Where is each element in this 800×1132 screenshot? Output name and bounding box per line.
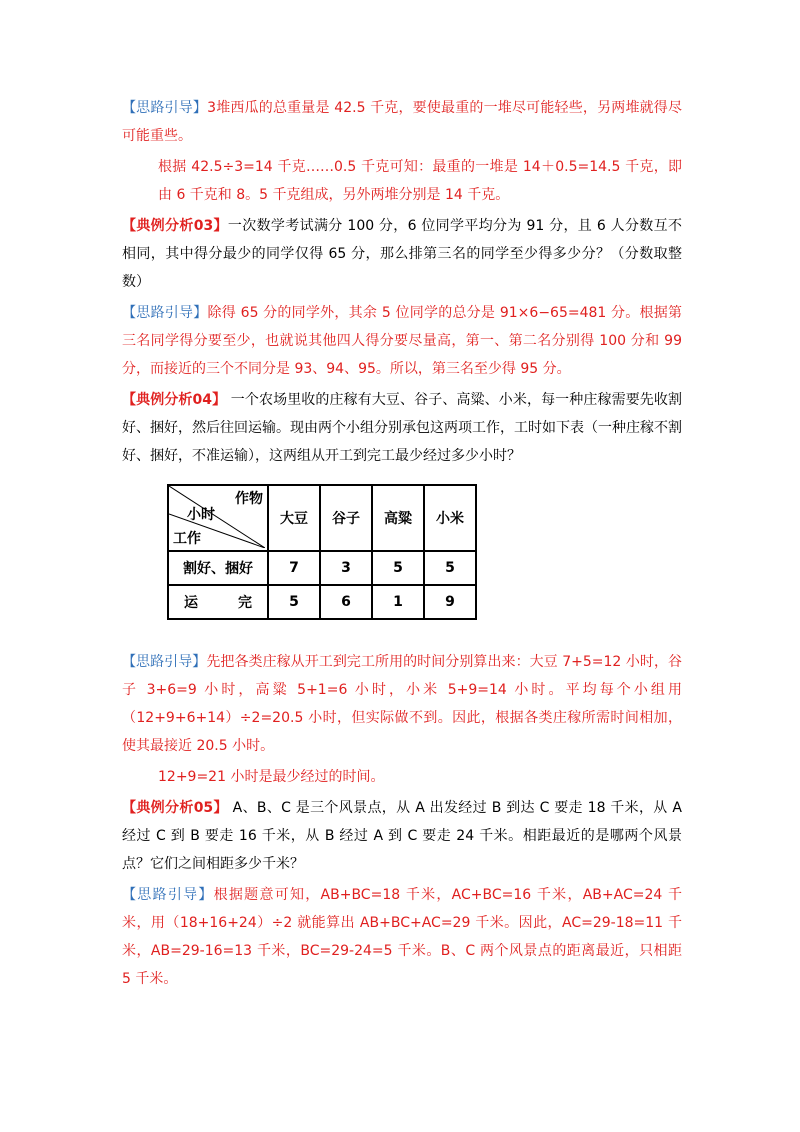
example-tag: 【典例分析03】	[122, 218, 228, 234]
table-cell: 5	[372, 551, 424, 585]
table-row	[168, 585, 476, 619]
work-hours-table	[167, 484, 477, 620]
paragraph-hint-1	[122, 94, 682, 150]
column-header: 大豆	[268, 485, 320, 551]
paragraph-example-04	[122, 386, 682, 470]
paragraph-example-03	[122, 212, 682, 296]
hint-text: 除得 65 分的同学外，其余 5 位同学的总分是 91×6−65=481 分。根据第三名同学得分要至少，也就说其他四人得分要尽量高，第一、第二名分别得 100 分和 99 分，而接近的三个不同分是 93、94、95。所以，第三名至少得 95 分。	[122, 305, 683, 377]
example-text: 一个农场里收的庄稼有大豆、谷子、高粱、小米，每一种庄稼需要先收割好、捆好，然后往回运输。现由两个小组分别承包这两项工作，工时如下表（一种庄稼不割好、捆好，不准运输），这两组从开工到完工最少经过多少小时？	[122, 392, 683, 464]
hint-text: 3堆西瓜的总重量是 42.5 千克，要使最重的一堆尽可能轻些，另两堆就得尽可能重些。	[122, 100, 682, 144]
table-cell: 7	[268, 551, 320, 585]
example-tag: 【典例分析04】	[122, 392, 227, 408]
column-header: 谷子	[320, 485, 372, 551]
work-hours-table-wrap	[167, 484, 682, 620]
table-cell: 9	[424, 585, 476, 619]
hint-text: 根据题意可知，AB+BC=18 千米，AC+BC=16 千米，AB+AC=24 千米，用（18+16+24）÷2 就能算出 AB+BC+AC=29 千米。因此，AC=29-18=11 千米，AB=29-16=13 千米，BC=29-24=5 千米。B、C 两个风景点的距离最近，只相距 5 千米。	[122, 887, 683, 987]
header-work-label: 工作	[173, 531, 201, 547]
table-row	[168, 551, 476, 585]
hint-tag: 【思路引导】	[122, 654, 207, 670]
row-label: 割好、捆好	[168, 551, 268, 585]
hint-tag: 【思路引导】	[122, 887, 214, 903]
table-cell: 1	[372, 585, 424, 619]
hint-text: 先把各类庄稼从开工到完工所用的时间分别算出来：大豆 7+5=12 小时，谷子 3+6=9 小时，高粱 5+1=6 小时，小米 5+9=14 小时。平均每个小组用（12+9+6+14）÷2=20.5 小时，但实际做不到。因此，根据各类庄稼所需时间相加，使其最接近 20.5 小时。	[122, 654, 682, 754]
table-header-row	[168, 485, 476, 551]
hint-detail-text: 12+9=21 小时是最少经过的时间。	[158, 769, 385, 785]
table-cell: 5	[268, 585, 320, 619]
table-cell: 6	[320, 585, 372, 619]
hint-tag: 【思路引导】	[122, 305, 208, 321]
paragraph-hint-4	[122, 881, 682, 993]
example-text: A、B、C 是三个风景点，从 A 出发经过 B 到达 C 要走 18 千米，从 A 经过 C 到 B 要走 16 千米，从 B 经过 A 到 C 要走 24 千米。相距最近的是哪两个风景点？它们之间相距多少千米？	[122, 800, 682, 872]
paragraph-hint-3	[122, 648, 682, 760]
document-body	[122, 94, 682, 996]
paragraph-hint-3-detail	[122, 763, 682, 791]
example-text: 一次数学考试满分 100 分，6 位同学平均分为 91 分，且 6 人分数互不相同，其中得分最少的同学仅得 65 分，那么排第三名的同学至少得多少分？（分数取整数）	[122, 218, 682, 290]
paragraph-hint-2	[122, 299, 682, 383]
hint-detail-text: 根据 42.5÷3=14 千克……0.5 千克可知：最重的一堆是 14＋0.5=14.5 千克，即由 6 千克和 8。5 千克组成，另外两堆分别是 14 千克。	[158, 159, 682, 203]
hint-tag: 【思路引导】	[122, 100, 208, 116]
table-cell: 5	[424, 551, 476, 585]
row-label-part: 运	[184, 595, 198, 611]
header-hours-label: 小时	[187, 507, 215, 523]
column-header: 小米	[424, 485, 476, 551]
row-label	[168, 585, 268, 619]
header-crop-label: 作物	[235, 491, 263, 507]
row-label-part: 完	[238, 595, 252, 611]
table-cell: 3	[320, 551, 372, 585]
column-header: 高粱	[372, 485, 424, 551]
example-tag: 【典例分析05】	[122, 800, 228, 816]
table-diagonal-header	[168, 485, 268, 551]
paragraph-example-05	[122, 794, 682, 878]
paragraph-hint-1-detail	[122, 153, 682, 209]
